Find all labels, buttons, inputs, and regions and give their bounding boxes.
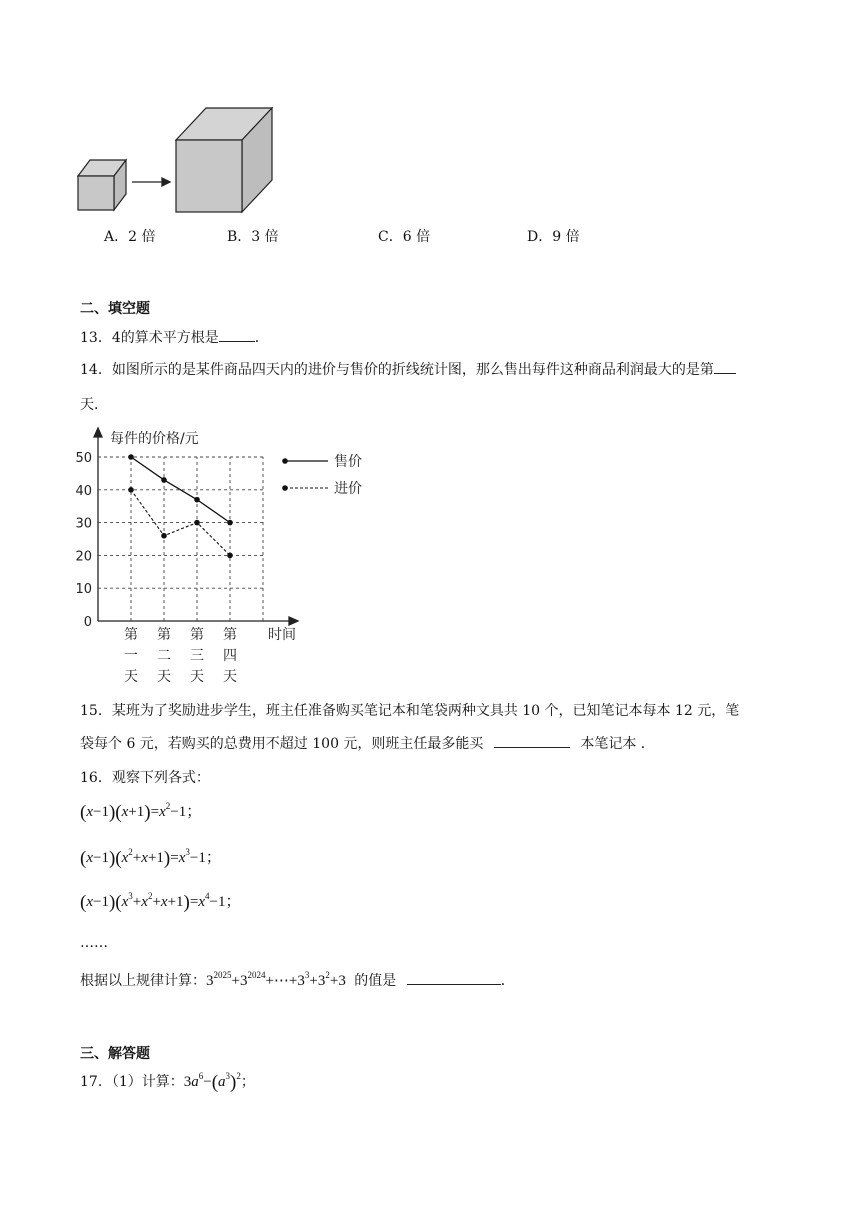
y-tick-label: 50: [75, 451, 92, 466]
legend-label-selling: 售价: [334, 454, 362, 470]
price-line-chart: [70, 420, 380, 685]
option-letter: B: [227, 229, 238, 245]
question-text: 4的算术平方根是: [111, 330, 219, 346]
question-number: 17．: [80, 1074, 112, 1090]
cube-growth-figure: [70, 100, 290, 220]
question-15-line2: [80, 733, 655, 753]
power-sum-expression: $3^{2025}+3^{2024}+\cdots+3^3+3^2+3$: [206, 970, 346, 989]
question-16-calc: [80, 970, 515, 990]
data-point: [194, 520, 200, 526]
question-16-intro: [80, 767, 210, 787]
expression-17: $3a^6-(a^3)^2$: [183, 1071, 241, 1093]
x-tick-label: 三: [190, 648, 204, 664]
question-text: 的值是: [354, 973, 397, 989]
question-number: 16．: [80, 770, 112, 786]
x-tick-label: 第: [223, 627, 237, 643]
question-text: 袋每个 6 元，若购买的总费用不超过 100 元，则班主任最多能买: [80, 736, 484, 752]
option-d: D．9 倍: [527, 229, 580, 245]
answer-blank[interactable]: [494, 735, 570, 748]
data-point: [128, 454, 134, 460]
question-text: 某班为了奖励进步学生，班主任准备购买笔记本和笔袋两种文具共 10 个，已知笔记本每本 12 元，笔: [111, 703, 740, 719]
question-number: 15．: [80, 703, 112, 719]
x-tick-label: 天: [190, 669, 204, 685]
option-text: 6 倍: [402, 229, 431, 245]
x-tick-label: 天: [124, 669, 138, 685]
legend: [282, 453, 362, 497]
x-tick-label: 四: [223, 648, 237, 664]
y-tick-label: 20: [75, 549, 92, 565]
x-tick-label: 第: [157, 627, 171, 643]
legend-label-cost: 进价: [334, 481, 362, 497]
option-text: 9 倍: [552, 229, 580, 245]
ellipsis: ……: [80, 935, 108, 951]
option-text: 3 倍: [251, 229, 279, 245]
x-tick-label: 第: [190, 627, 204, 643]
series-line-cost: [131, 490, 230, 556]
x-tick-label: 第: [124, 627, 138, 643]
option-text: 2 倍: [128, 229, 156, 245]
punctuation: ．: [500, 973, 515, 989]
small-cube: [78, 160, 126, 210]
question-17: [80, 1071, 255, 1094]
y-tick-label: 10: [75, 582, 92, 598]
section-3-title: 三、解答题: [80, 1046, 150, 1062]
section-2-title: 二、填空题: [80, 301, 150, 317]
option-c: C．6 倍: [378, 229, 431, 245]
formula-1: $(x-1)(x+1)=x^2-1$；: [80, 801, 202, 823]
punctuation: ；: [240, 1074, 255, 1090]
question-text: （1）计算：: [111, 1074, 184, 1090]
data-point: [161, 477, 167, 483]
question-number: 14．: [80, 362, 112, 378]
y-tick-label: 40: [75, 483, 92, 499]
option-b: B．3 倍: [227, 229, 279, 245]
grid: [98, 457, 263, 621]
x-tick-label: 一: [124, 648, 138, 664]
question-text: 根据以上规律计算：: [80, 973, 206, 989]
question-text: 观察下列各式：: [111, 770, 210, 786]
question-13: [80, 327, 269, 347]
answer-blank[interactable]: [714, 361, 736, 374]
option-letter: D: [527, 229, 539, 245]
question-text: 本笔记本 ．: [580, 736, 655, 752]
question-number: 13．: [80, 330, 112, 346]
question-14-line2: 天．: [80, 397, 108, 413]
formula-2: $(x-1)(x^2+x+1)=x^3-1$；: [80, 847, 221, 869]
data-point: [161, 533, 167, 539]
series-layer: [128, 454, 233, 558]
y-tick-label: 0: [83, 615, 92, 630]
series-line-selling: [131, 457, 230, 523]
formula-3: $(x-1)(x^3+x^2+x+1)=x^4-1$；: [80, 891, 241, 913]
y-axis-label: 每件的价格/元: [110, 431, 199, 447]
x-tick-label: 天: [223, 669, 237, 685]
y-tick-labels: [75, 451, 92, 630]
punctuation: ．: [254, 330, 269, 346]
x-tick-label: 天: [157, 669, 171, 685]
data-point: [128, 487, 134, 493]
option-letter: A: [104, 229, 115, 245]
option-a: A．2 倍: [104, 229, 156, 245]
data-point: [194, 497, 200, 503]
arrow: [132, 178, 170, 186]
x-tick-label: 二: [157, 648, 171, 664]
data-point: [227, 520, 233, 526]
answer-blank[interactable]: [219, 329, 255, 342]
axes: [94, 428, 298, 625]
answer-blank[interactable]: [407, 972, 501, 985]
option-letter: C: [378, 229, 389, 245]
question-14-line1: [80, 359, 736, 379]
question-15-line1: [80, 700, 739, 720]
large-cube: [176, 108, 272, 212]
x-axis-label: 时间: [268, 627, 296, 643]
y-tick-label: 30: [75, 516, 92, 532]
x-tick-labels: [124, 627, 237, 685]
data-point: [227, 553, 233, 559]
question-text: 如图所示的是某件商品四天内的进价与售价的折线统计图，那么售出每件这种商品利润最大的是第: [111, 362, 714, 378]
